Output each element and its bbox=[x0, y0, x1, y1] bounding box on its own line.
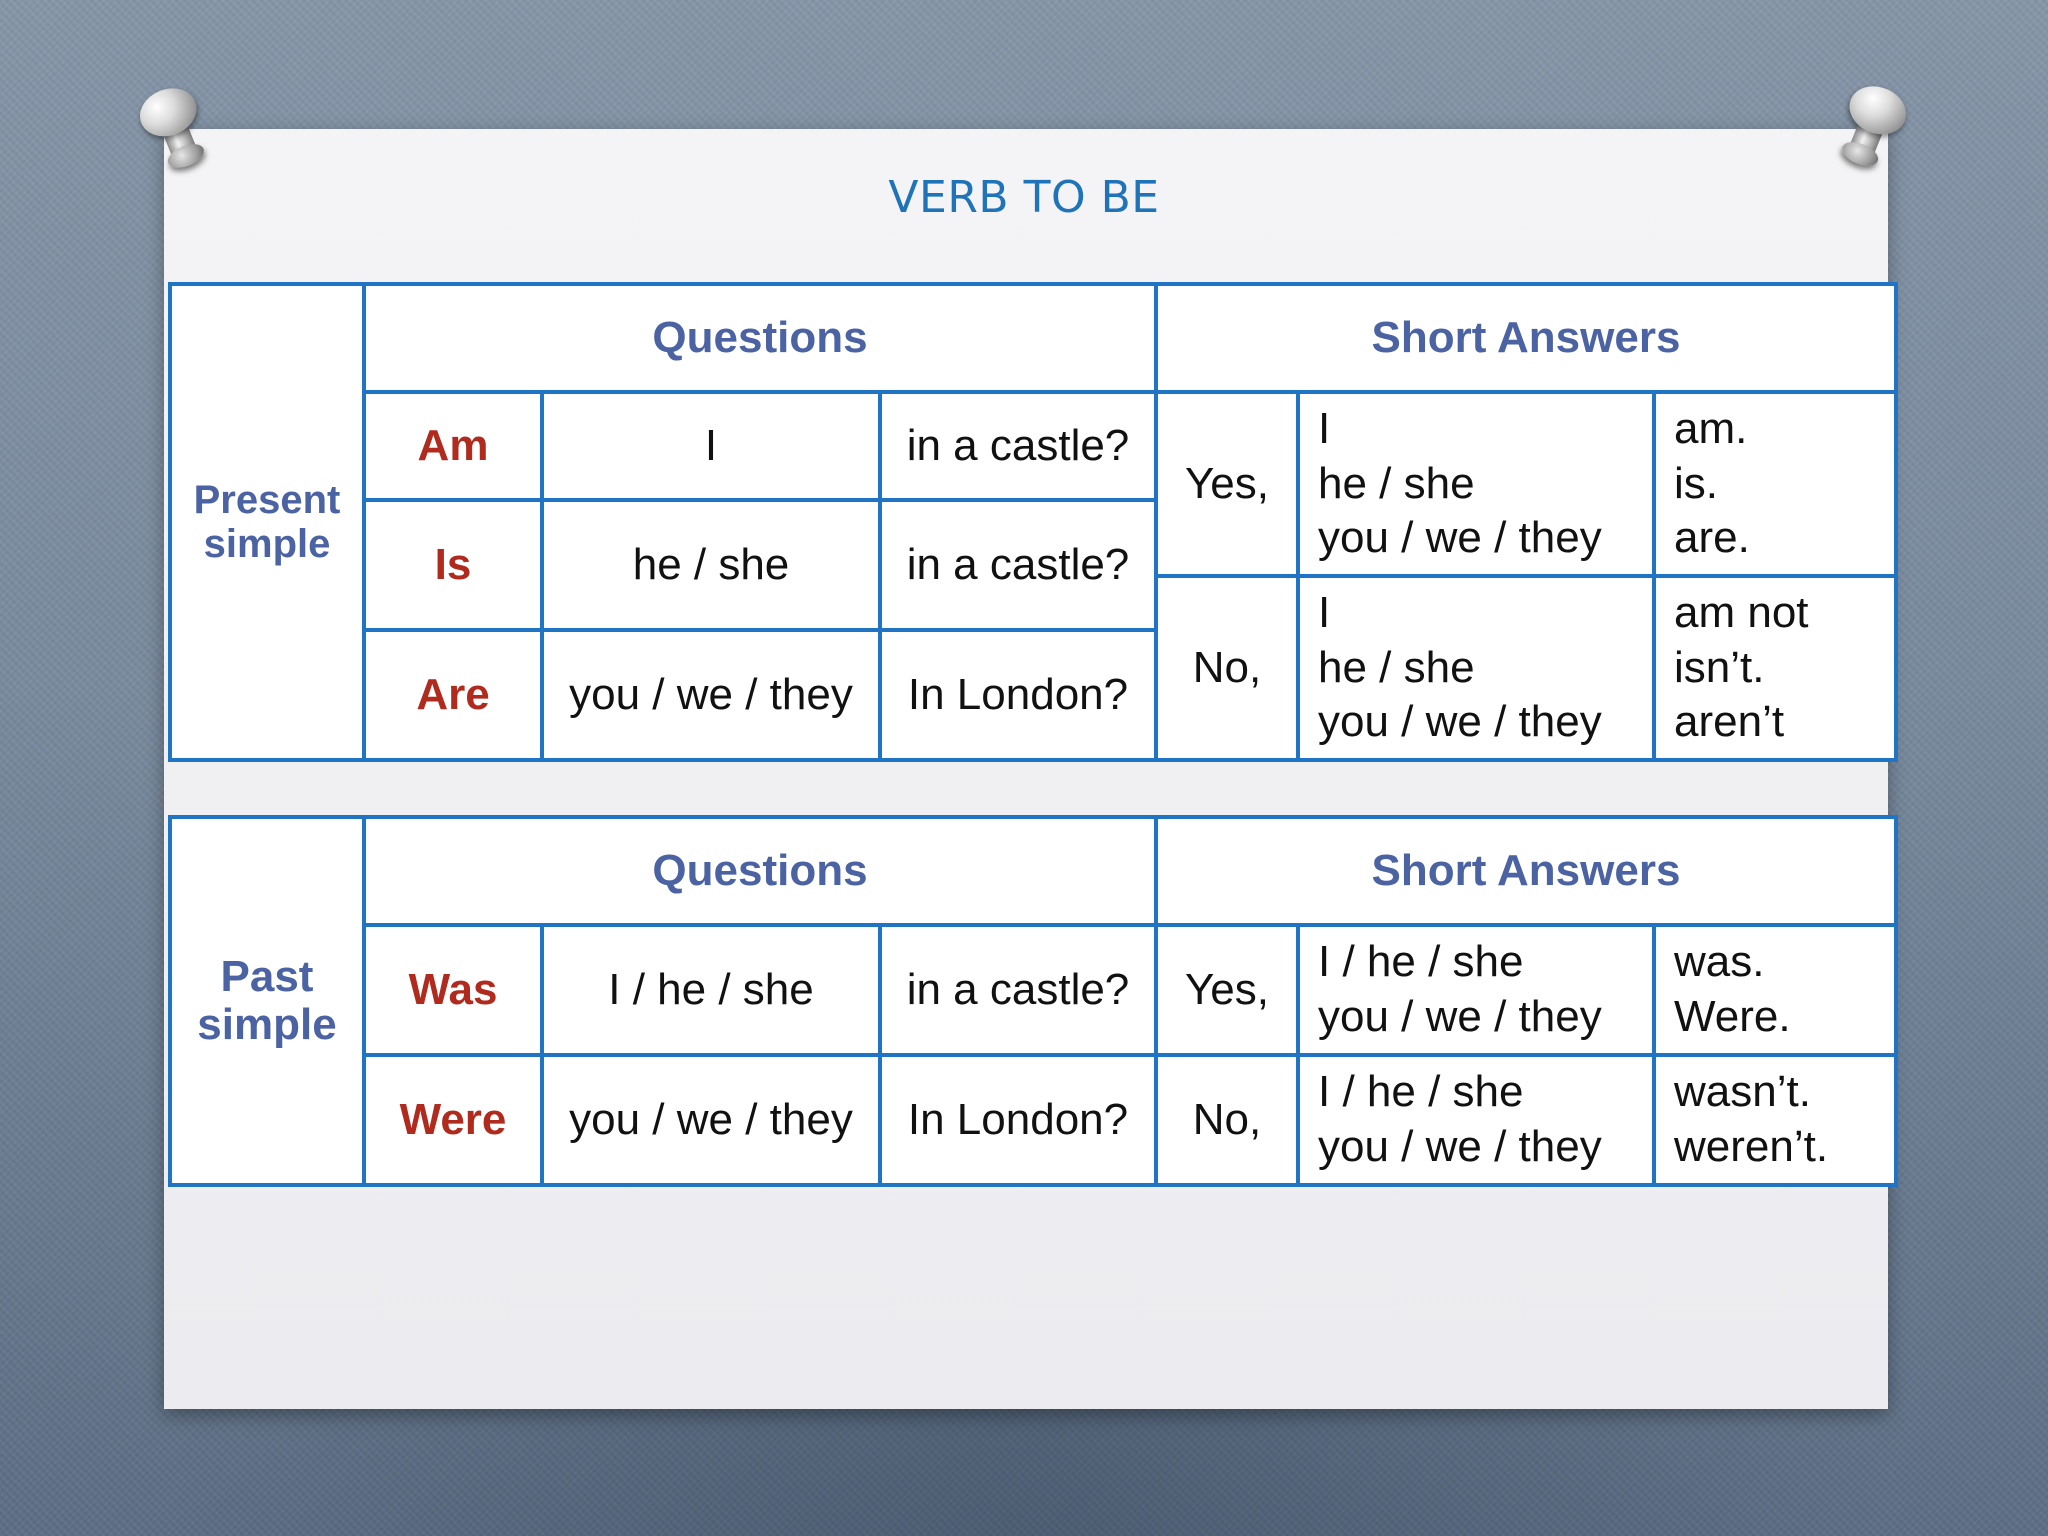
answer-subjects: I he / she you / we / they bbox=[1298, 576, 1654, 760]
answer-verbs: wasn’t. weren’t. bbox=[1654, 1055, 1896, 1185]
answer-subjects: I he / she you / we / they bbox=[1298, 392, 1654, 576]
answer-yes: Yes, bbox=[1156, 392, 1298, 576]
tense-label-past: Past simple bbox=[170, 817, 364, 1185]
present-simple-table bbox=[168, 282, 1898, 762]
question-place: in a castle? bbox=[880, 925, 1156, 1055]
answer-verbs: was. Were. bbox=[1654, 925, 1896, 1055]
question-place: in a castle? bbox=[880, 392, 1156, 500]
question-verb: Is bbox=[364, 500, 542, 630]
questions-header: Questions bbox=[364, 284, 1156, 392]
answer-subjects: I / he / she you / we / they bbox=[1298, 1055, 1654, 1185]
question-place: In London? bbox=[880, 1055, 1156, 1185]
answer-no: No, bbox=[1156, 1055, 1298, 1185]
question-verb: Am bbox=[364, 392, 542, 500]
questions-header: Questions bbox=[364, 817, 1156, 925]
question-subject: you / we / they bbox=[542, 630, 880, 760]
answer-verbs: am not isn’t. aren’t bbox=[1654, 576, 1896, 760]
short-answers-header: Short Answers bbox=[1156, 817, 1896, 925]
past-simple-table bbox=[168, 815, 1898, 1187]
answer-verbs: am. is. are. bbox=[1654, 392, 1896, 576]
question-place: in a castle? bbox=[880, 500, 1156, 630]
question-verb: Were bbox=[364, 1055, 542, 1185]
short-answers-header: Short Answers bbox=[1156, 284, 1896, 392]
answer-yes: Yes, bbox=[1156, 925, 1298, 1055]
slide-title: VERB TO BE bbox=[888, 172, 1160, 223]
question-place: In London? bbox=[880, 630, 1156, 760]
question-subject: I bbox=[542, 392, 880, 500]
question-subject: he / she bbox=[542, 500, 880, 630]
tense-label-present: Present simple bbox=[170, 284, 364, 760]
answer-subjects: I / he / she you / we / they bbox=[1298, 925, 1654, 1055]
question-verb: Are bbox=[364, 630, 542, 760]
answer-no: No, bbox=[1156, 576, 1298, 760]
question-subject: I / he / she bbox=[542, 925, 880, 1055]
question-subject: you / we / they bbox=[542, 1055, 880, 1185]
question-verb: Was bbox=[364, 925, 542, 1055]
